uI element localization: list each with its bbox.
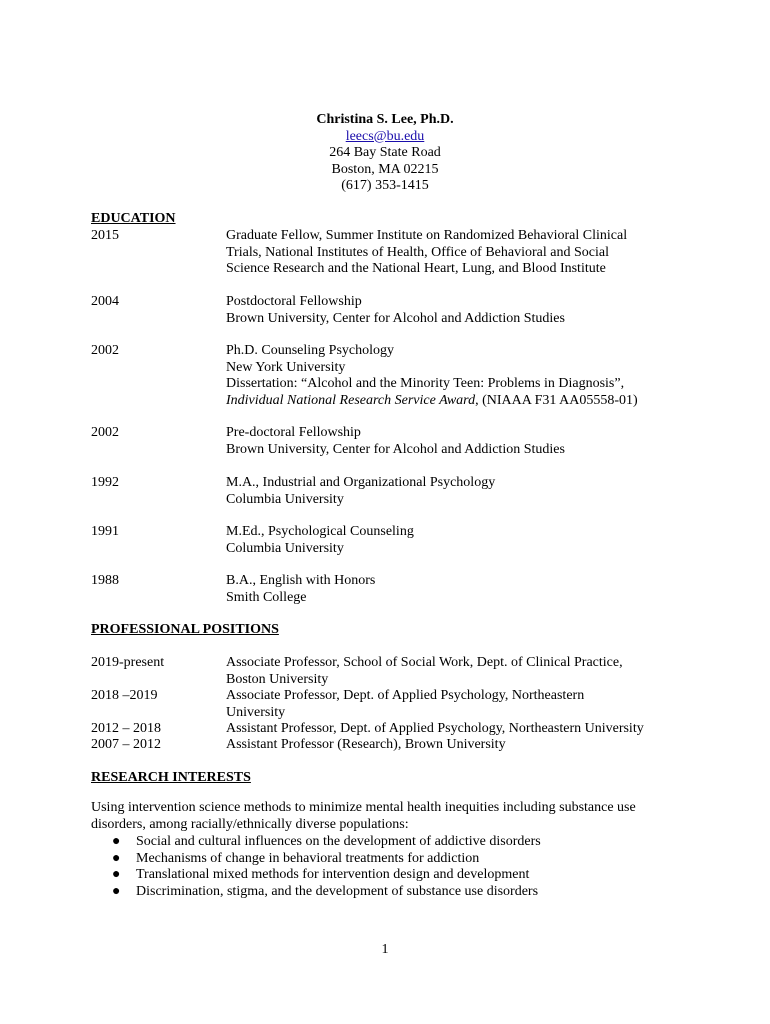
research-intro: [91, 800, 691, 833]
research-heading: RESEARCH INTERESTS: [91, 770, 251, 785]
education-line: Columbia University: [226, 540, 344, 556]
education-line: Trials, National Institutes of Health, Office of Behavioral and Social: [226, 244, 609, 260]
position-line: Assistant Professor (Research), Brown University: [226, 737, 506, 752]
positions-heading: PROFESSIONAL POSITIONS: [91, 622, 279, 637]
list-item: [108, 851, 541, 868]
position-description: [226, 688, 696, 721]
education-year: 2015: [91, 228, 119, 243]
education-description: [226, 343, 696, 409]
position-description: [226, 721, 696, 738]
position-description: [226, 737, 696, 754]
position-description: [226, 655, 696, 688]
position-dates: 2007 – 2012: [91, 737, 161, 752]
position-line: Assistant Professor, Dept. of Applied Psychology, Northeastern University: [226, 721, 644, 736]
education-year: 2002: [91, 343, 119, 358]
award-line: [226, 393, 696, 410]
education-line: M.Ed., Psychological Counseling: [226, 524, 414, 539]
author-name: Christina S. Lee, Ph.D.: [316, 112, 454, 127]
bullet-icon: ●: [112, 834, 121, 849]
bullet-icon: ●: [112, 850, 121, 866]
list-item-text: Discrimination, stigma, and the development of substance use disorders: [136, 883, 539, 899]
research-intro-line: disorders, among racially/ethnically diverse populations:: [91, 816, 409, 832]
education-line: Smith College: [226, 589, 307, 605]
education-year: 2004: [91, 294, 119, 309]
award-name: Individual National Research Service Award: [226, 392, 476, 408]
education-line: Ph.D. Counseling Psychology: [226, 343, 395, 358]
education-line: Postdoctoral Fellowship: [226, 294, 362, 309]
address-line-1: 264 Bay State Road: [329, 145, 441, 160]
list-item: [108, 884, 541, 901]
education-year: 1991: [91, 524, 119, 539]
education-line: New York University: [226, 359, 346, 375]
education-year: 1988: [91, 573, 119, 588]
phone-number: (617) 353-1415: [341, 178, 429, 193]
position-line: University: [226, 704, 286, 720]
list-item-text: Social and cultural influences on the development of addictive disorders: [136, 834, 541, 849]
position-line: Boston University: [226, 671, 329, 687]
page-number: 1: [381, 942, 389, 957]
education-line: Brown University, Center for Alcohol and Addiction Studies: [226, 310, 565, 326]
education-heading: EDUCATION: [91, 211, 176, 226]
education-line: B.A., English with Honors: [226, 573, 376, 588]
bullet-icon: ●: [112, 883, 121, 899]
education-line: Graduate Fellow, Summer Institute on Randomized Behavioral Clinical: [226, 228, 628, 243]
education-line: Pre-doctoral Fellowship: [226, 425, 361, 440]
education-line: Columbia University: [226, 491, 344, 507]
research-intro-line: Using intervention science methods to minimize mental health inequities including substance use: [91, 800, 636, 815]
education-description: [226, 294, 696, 327]
list-item: [108, 867, 541, 884]
education-year: 1992: [91, 475, 119, 490]
education-description: [226, 228, 696, 278]
education-line: M.A., Industrial and Organizational Psychology: [226, 475, 496, 490]
award-grant: , (NIAAA F31 AA05558-01): [475, 392, 638, 408]
research-interest-list: [108, 834, 541, 900]
position-dates: 2012 – 2018: [91, 721, 161, 736]
education-description: [226, 573, 696, 606]
bullet-icon: ●: [112, 867, 121, 882]
education-year: 2002: [91, 425, 119, 440]
list-item-text: Translational mixed methods for intervention design and development: [136, 867, 530, 882]
education-line: Dissertation: “Alcohol and the Minority Teen: Problems in Diagnosis”,: [226, 376, 625, 391]
contact-header: [0, 112, 770, 195]
address-line-2: Boston, MA 02215: [331, 161, 439, 177]
position-line: Associate Professor, Dept. of Applied Psychology, Northeastern: [226, 688, 585, 703]
education-description: [226, 475, 696, 508]
education-description: [226, 425, 696, 458]
education-line: Brown University, Center for Alcohol and Addiction Studies: [226, 441, 565, 457]
list-item: [108, 834, 541, 851]
position-dates: 2019-present: [91, 655, 165, 670]
email-link[interactable]: leecs@bu.edu: [345, 128, 425, 144]
education-description: [226, 524, 696, 557]
position-dates: 2018 –2019: [91, 688, 158, 703]
list-item-text: Mechanisms of change in behavioral treatments for addiction: [136, 850, 480, 866]
position-line: Associate Professor, School of Social Work, Dept. of Clinical Practice,: [226, 655, 623, 670]
education-line: Science Research and the National Heart, Lung, and Blood Institute: [226, 261, 606, 276]
